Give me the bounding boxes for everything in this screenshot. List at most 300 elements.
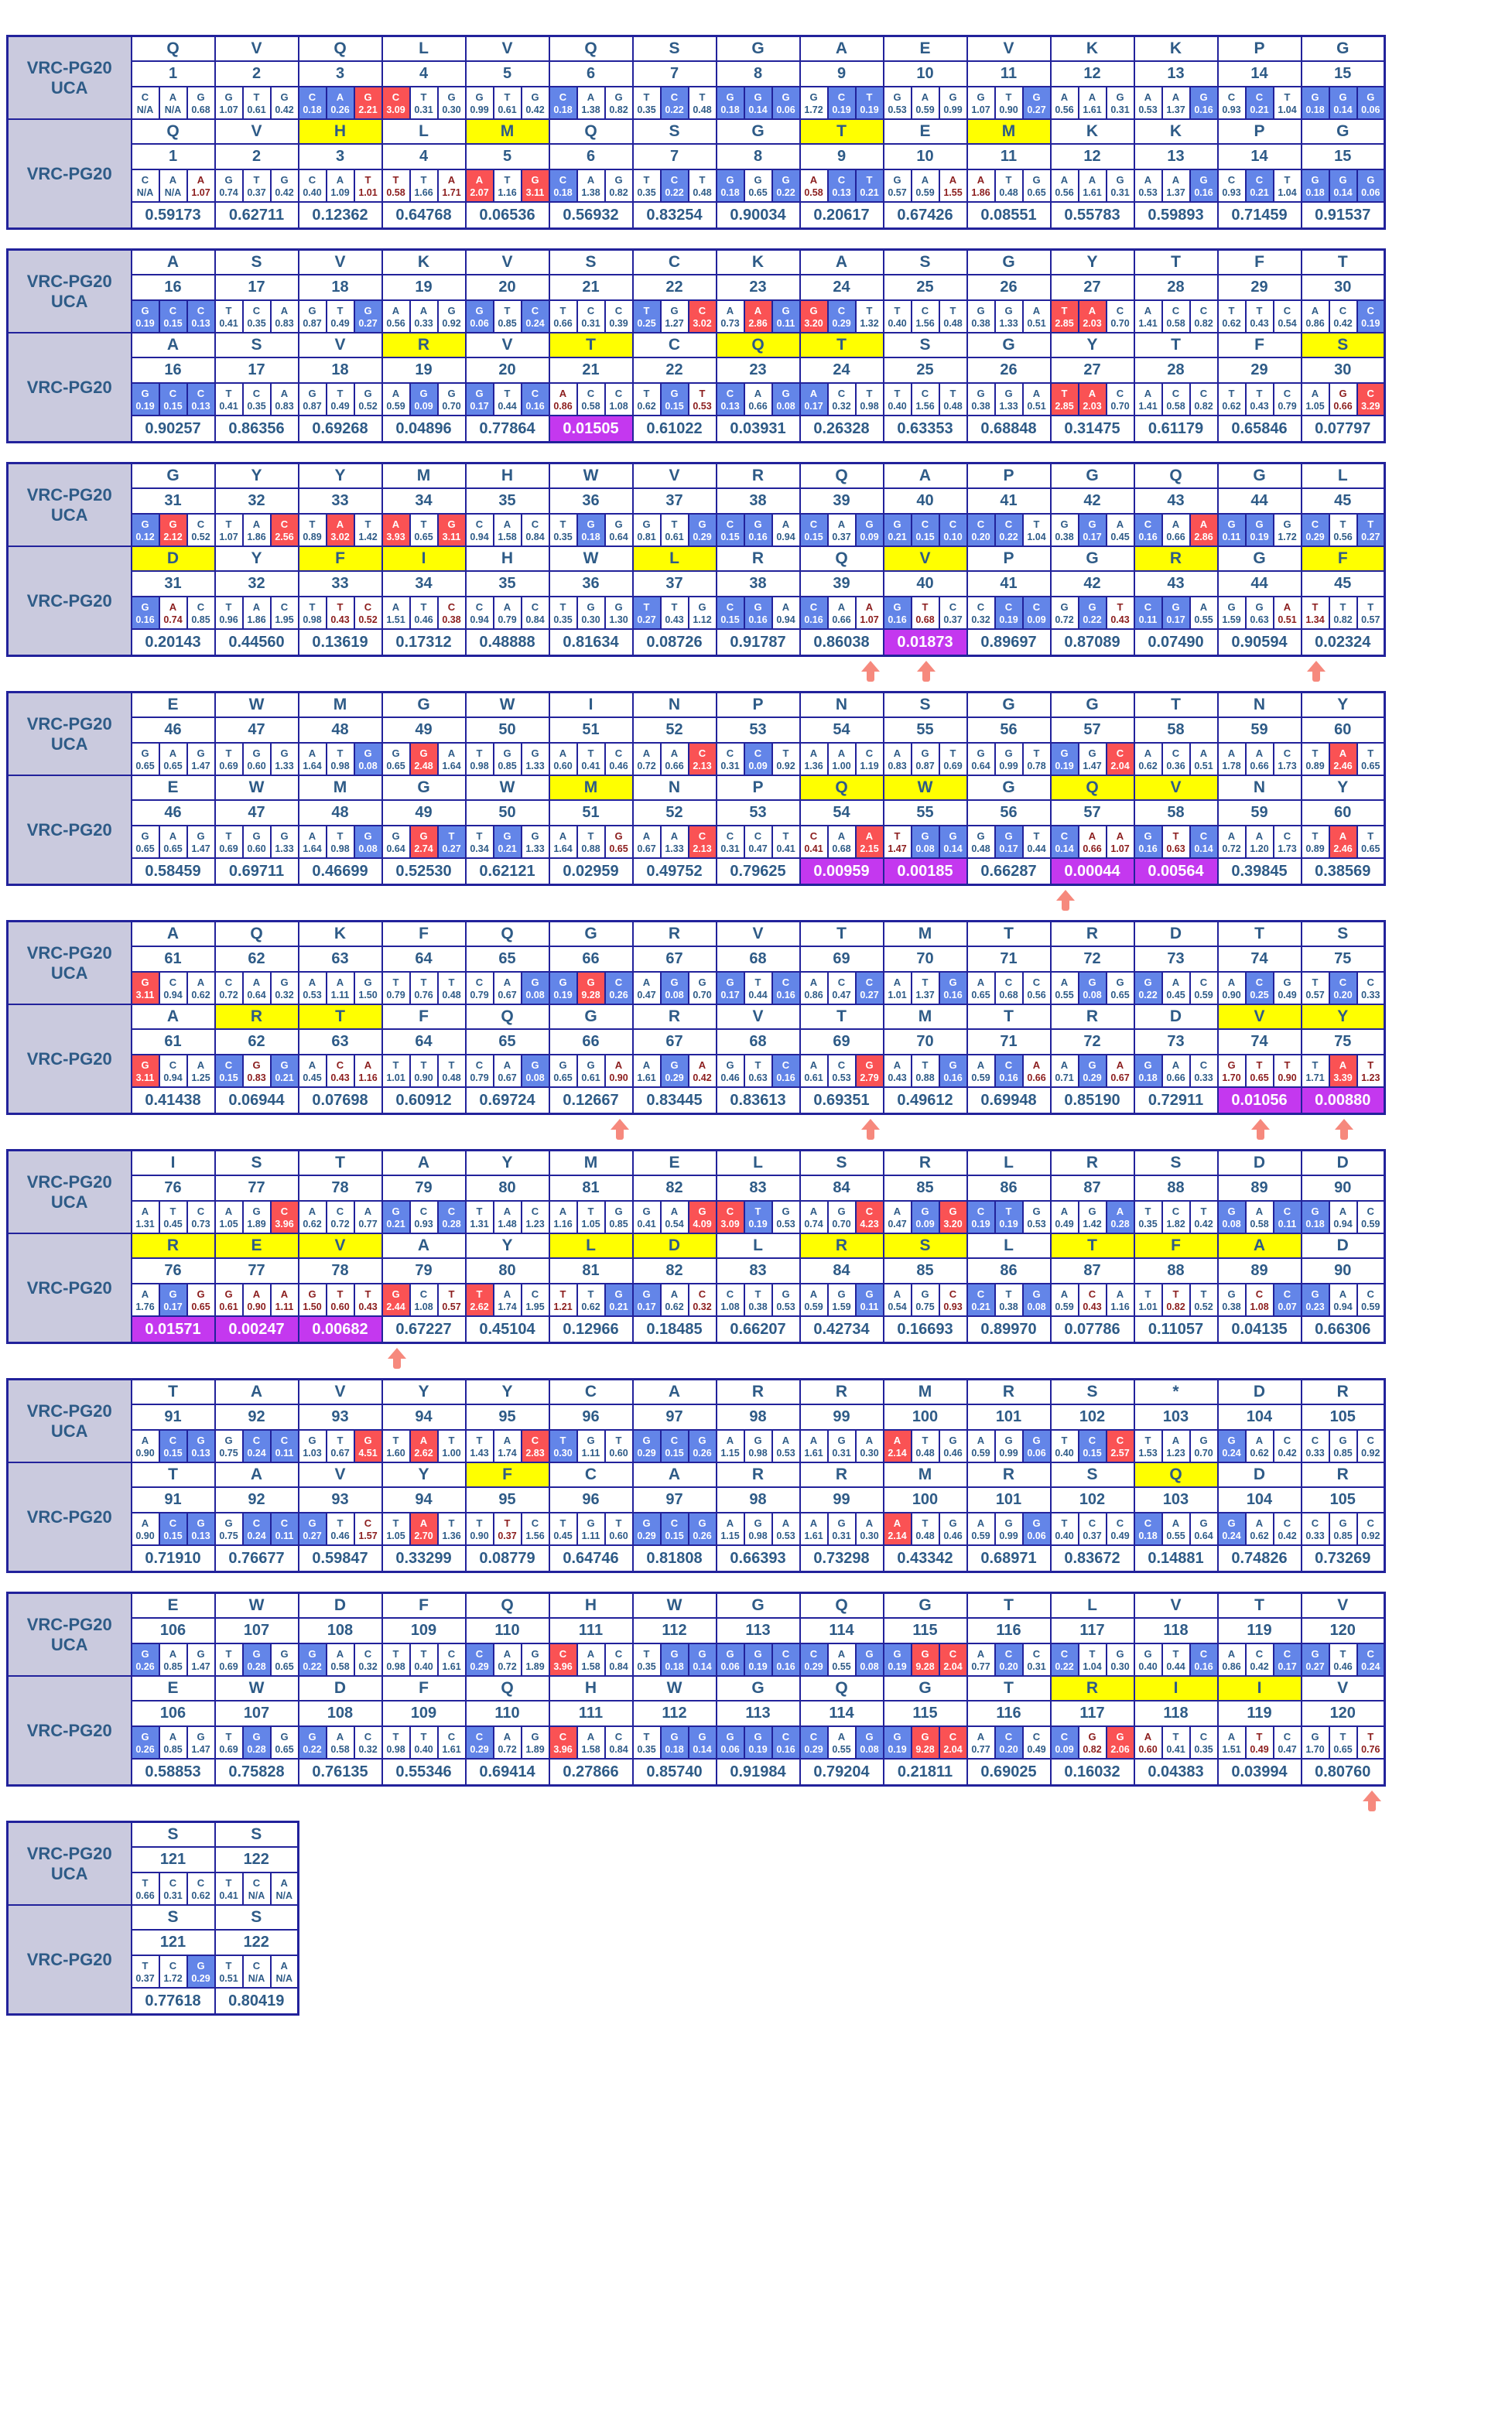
- aa-cell: S: [132, 1905, 215, 1930]
- nt-cell: [661, 743, 689, 775]
- nt-value: 0.44: [498, 401, 517, 412]
- nt-value: 1.57: [358, 1530, 378, 1541]
- aa-cell: S: [215, 1151, 299, 1176]
- arrow-up-icon: [1363, 1790, 1381, 1811]
- aa-cell: G: [1051, 463, 1134, 489]
- nt-letter: C: [587, 388, 595, 399]
- nt-letter: A: [503, 1288, 511, 1300]
- position-cell: 9: [800, 144, 884, 169]
- alignment-block: [6, 691, 1386, 886]
- nt-letter: G: [1283, 976, 1291, 988]
- aa-cell: R: [633, 922, 717, 947]
- nt-value: 1.78: [1222, 761, 1241, 771]
- nt-cell: [633, 514, 661, 546]
- nt-value: 0.92: [1361, 1448, 1380, 1459]
- nt-cell: [1302, 1055, 1329, 1087]
- nt-value: 0.79: [498, 614, 517, 625]
- codon-score-cell: 0.89697: [967, 629, 1051, 656]
- nt-value: 0.42: [1333, 318, 1353, 329]
- nt-value: 0.13: [832, 187, 851, 198]
- nt-cell: [159, 383, 187, 416]
- nt-cell: [772, 1055, 800, 1087]
- nt-value: 0.18: [581, 532, 600, 542]
- codon-score-cell: 0.00959: [800, 858, 884, 885]
- nt-value: 1.08: [609, 401, 628, 412]
- nt-letter: T: [754, 976, 761, 988]
- nt-value: 0.42: [275, 104, 294, 115]
- nt-value: 1.08: [414, 1301, 433, 1312]
- nt-letter: C: [837, 305, 846, 316]
- nt-letter: T: [253, 174, 260, 186]
- nt-value: 0.56: [1055, 104, 1074, 115]
- nt-letter: G: [949, 976, 957, 988]
- nt-cell: [549, 743, 577, 775]
- nt-cell: [132, 743, 159, 775]
- aa-cell: K: [717, 250, 800, 275]
- nt-value: 1.59: [1222, 614, 1241, 625]
- nt-letter: C: [1283, 1517, 1291, 1529]
- nt-value: 0.30: [581, 614, 600, 625]
- nt-value: 0.75: [219, 1530, 238, 1541]
- position-cell: 69: [800, 1029, 884, 1055]
- nt-letter: A: [419, 1517, 428, 1529]
- nt-cell: [243, 1643, 271, 1676]
- nt-value: 0.08: [860, 1744, 879, 1755]
- nt-value: 0.66: [1027, 1072, 1046, 1083]
- nt-letter: A: [169, 601, 177, 613]
- position-cell: 28: [1134, 357, 1218, 383]
- nt-cell: [772, 826, 800, 858]
- nt-cell: [1218, 383, 1246, 416]
- position-cell: 68: [717, 946, 800, 972]
- nt-value: 0.42: [693, 1072, 712, 1083]
- nt-letter: A: [726, 1435, 734, 1446]
- position-cell: 87: [1051, 1175, 1134, 1201]
- nt-cell: [1023, 1726, 1051, 1759]
- nt-value: 0.99: [999, 1448, 1018, 1459]
- nt-cell: [828, 1055, 856, 1087]
- nt-cell: [1023, 87, 1051, 119]
- aa-cell: Q: [466, 1004, 549, 1029]
- nt-letter: G: [698, 1648, 706, 1660]
- nt-value: 1.01: [1138, 1301, 1158, 1312]
- aa-cell: E: [884, 119, 967, 144]
- aa-cell: P: [967, 546, 1051, 571]
- position-cell: 63: [299, 1029, 382, 1055]
- nt-letter: A: [587, 1648, 595, 1660]
- nt-letter: T: [420, 1059, 427, 1071]
- nt-letter: C: [1060, 830, 1069, 842]
- aa-cell: G: [1218, 463, 1302, 489]
- nt-value: 0.48: [943, 401, 963, 412]
- nt-cell: [1218, 514, 1246, 546]
- position-cell: 31: [132, 488, 215, 514]
- nt-cell: [271, 743, 299, 775]
- nt-cell: [382, 826, 410, 858]
- nt-cell: [271, 1955, 299, 1988]
- nt-letter: G: [949, 1517, 957, 1529]
- nt-value: N/A: [164, 104, 182, 115]
- nt-letter: A: [921, 91, 929, 103]
- aa-cell: R: [633, 1004, 717, 1029]
- nt-cell: [271, 1055, 299, 1087]
- nt-cell: [689, 87, 717, 119]
- nt-letter: A: [224, 1206, 233, 1217]
- nt-letter: A: [1172, 1517, 1180, 1529]
- position-cell: 29: [1218, 357, 1302, 383]
- nt-letter: G: [1116, 1648, 1124, 1660]
- nt-letter: G: [614, 518, 623, 530]
- nt-value: 1.72: [163, 1973, 183, 1984]
- nt-cell: [1051, 972, 1079, 1004]
- nt-cell: [939, 1055, 967, 1087]
- codon-score-cell: 0.06536: [466, 202, 549, 229]
- nt-cell: [1162, 300, 1190, 333]
- nt-cell: [689, 1726, 717, 1759]
- nt-value: 0.53: [1138, 187, 1158, 198]
- nt-cell: [243, 1513, 271, 1545]
- nt-cell: [243, 300, 271, 333]
- position-cell: 66: [549, 1029, 633, 1055]
- nt-value: 2.03: [1083, 401, 1102, 412]
- nt-letter: G: [1144, 976, 1152, 988]
- nt-letter: G: [977, 91, 985, 103]
- nt-value: 1.70: [1222, 1072, 1241, 1083]
- nt-letter: C: [1199, 1059, 1208, 1071]
- nt-letter: C: [197, 388, 205, 399]
- codon-score-cell: 0.61022: [633, 416, 717, 443]
- nt-value: 1.33: [525, 761, 545, 771]
- nt-value: 0.13: [191, 1530, 210, 1541]
- nt-letter: C: [531, 1288, 539, 1300]
- nt-value: 0.35: [247, 401, 266, 412]
- nt-value: 0.41: [637, 1219, 656, 1230]
- aa-cell: D: [1134, 1004, 1218, 1029]
- nt-value: 0.46: [330, 1530, 350, 1541]
- nt-cell: [856, 972, 884, 1004]
- position-cell: 38: [717, 571, 800, 597]
- nt-cell: [410, 1201, 438, 1233]
- aa-cell: G: [884, 1676, 967, 1701]
- nt-cell: [1190, 597, 1218, 629]
- nt-letter: C: [1283, 388, 1291, 399]
- nt-value: 0.43: [665, 614, 684, 625]
- nt-cell: [605, 1513, 633, 1545]
- nt-value: 0.14: [1055, 843, 1074, 854]
- nt-cell: [661, 597, 689, 629]
- nt-value: 1.72: [1278, 532, 1297, 542]
- position-cell: 24: [800, 275, 884, 300]
- nt-letter: T: [754, 1206, 761, 1217]
- nt-value: 0.98: [303, 614, 322, 625]
- nt-cell: [856, 383, 884, 416]
- nt-letter: T: [1367, 601, 1374, 613]
- nt-value: 0.98: [386, 1744, 405, 1755]
- nt-cell: [1302, 169, 1329, 202]
- nt-letter: G: [1116, 1731, 1124, 1743]
- nt-letter: G: [169, 1288, 177, 1300]
- nt-value: 0.17: [1166, 614, 1185, 625]
- codon-score-cell: 0.60912: [382, 1087, 466, 1114]
- nt-value: 0.29: [1083, 1072, 1102, 1083]
- nt-cell: [856, 743, 884, 775]
- nt-cell: [382, 383, 410, 416]
- aa-cell: S: [215, 333, 299, 357]
- nt-letter: C: [837, 1059, 846, 1071]
- nt-letter: T: [1200, 1288, 1207, 1300]
- codon-score-cell: 0.01505: [549, 416, 633, 443]
- nt-value: 0.83: [275, 401, 294, 412]
- nt-letter: T: [337, 305, 344, 316]
- nt-letter: C: [531, 518, 539, 530]
- position-cell: 84: [800, 1258, 884, 1284]
- nt-cell: [466, 743, 494, 775]
- nt-letter: G: [587, 1517, 595, 1529]
- position-cell: 75: [1302, 1029, 1385, 1055]
- aa-cell: V: [299, 1233, 382, 1258]
- nt-value: 0.84: [609, 1744, 628, 1755]
- nt-letter: C: [197, 518, 205, 530]
- codon-score-cell: 0.01873: [884, 629, 967, 656]
- nt-value: 0.85: [1333, 1448, 1353, 1459]
- aa-cell: H: [466, 463, 549, 489]
- nt-letter: A: [1255, 1435, 1264, 1446]
- nt-cell: [1302, 1201, 1329, 1233]
- nt-cell: [884, 1284, 912, 1316]
- aa-cell: Q: [1134, 1462, 1218, 1487]
- nt-cell: [438, 597, 466, 629]
- nt-cell: [299, 300, 327, 333]
- nt-cell: [967, 1430, 995, 1462]
- position-cell: 100: [884, 1487, 967, 1513]
- nt-cell: [912, 1726, 939, 1759]
- nt-cell: [967, 1643, 995, 1676]
- codon-score-cell: 0.85740: [633, 1759, 717, 1786]
- position-cell: 97: [633, 1404, 717, 1430]
- position-cell: 48: [299, 717, 382, 743]
- aa-cell: G: [1302, 36, 1385, 62]
- nt-cell: [494, 1430, 522, 1462]
- nt-cell: [884, 1430, 912, 1462]
- nt-letter: C: [1367, 1517, 1374, 1529]
- nt-letter: A: [141, 1435, 149, 1446]
- nt-value: 1.43: [470, 1448, 489, 1459]
- nt-value: 1.36: [804, 761, 823, 771]
- nt-value: 0.65: [1333, 1744, 1353, 1755]
- position-cell: 111: [549, 1701, 633, 1726]
- nt-cell: [522, 597, 549, 629]
- nt-cell: [939, 1726, 967, 1759]
- nt-value: 0.49: [1027, 1744, 1046, 1755]
- nt-value: 0.65: [275, 1661, 294, 1672]
- nt-cell: [1302, 1643, 1329, 1676]
- nt-letter: T: [420, 601, 427, 613]
- nt-cell: [1190, 300, 1218, 333]
- nt-letter: A: [1199, 747, 1208, 759]
- nt-letter: A: [392, 388, 400, 399]
- codon-score-cell: 0.11057: [1134, 1316, 1218, 1343]
- nt-cell: [939, 514, 967, 546]
- nt-value: 1.07: [219, 104, 238, 115]
- nt-cell: [299, 87, 327, 119]
- aa-cell: I: [549, 693, 633, 718]
- nt-value: 0.08: [525, 1072, 545, 1083]
- nt-cell: [800, 1055, 828, 1087]
- position-cell: 121: [132, 1930, 215, 1955]
- nt-value: 0.82: [609, 187, 628, 198]
- nt-cell: [800, 826, 828, 858]
- nt-value: 1.07: [1110, 843, 1130, 854]
- nt-cell: [577, 1284, 605, 1316]
- nt-cell: [744, 1055, 772, 1087]
- aa-cell: Q: [800, 775, 884, 800]
- nt-cell: [327, 383, 354, 416]
- position-cell: 4: [382, 61, 466, 87]
- nt-cell: [438, 383, 466, 416]
- nt-value: 0.72: [219, 990, 238, 1000]
- nt-letter: T: [337, 747, 344, 759]
- position-cell: 5: [466, 144, 549, 169]
- nt-letter: A: [977, 1731, 985, 1743]
- arrow-up-icon: [1251, 1119, 1270, 1140]
- nt-cell: [1134, 383, 1162, 416]
- nt-letter: G: [1144, 830, 1152, 842]
- nt-value: 0.75: [219, 1448, 238, 1459]
- nt-value: 0.37: [135, 1973, 155, 1984]
- nt-letter: T: [337, 1517, 344, 1529]
- nt-cell: [1023, 826, 1051, 858]
- nt-cell: [1051, 743, 1079, 775]
- nt-value: 0.48: [943, 318, 963, 329]
- aa-cell: W: [549, 546, 633, 571]
- nt-letter: G: [252, 747, 261, 759]
- nt-value: 1.38: [581, 187, 600, 198]
- nt-cell: [132, 383, 159, 416]
- nt-value: 0.18: [1305, 1219, 1325, 1230]
- aa-cell: Y: [1051, 333, 1134, 357]
- nt-letter: T: [671, 601, 678, 613]
- nt-value: 1.07: [971, 104, 990, 115]
- nt-letter: A: [977, 1435, 985, 1446]
- nt-cell: [410, 1055, 438, 1087]
- aa-cell: G: [1218, 546, 1302, 571]
- nt-value: 1.53: [1138, 1448, 1158, 1459]
- nt-value: 0.22: [1083, 614, 1102, 625]
- nt-value: N/A: [248, 1890, 265, 1901]
- aa-cell: R: [132, 1233, 215, 1258]
- nt-value: 1.00: [832, 761, 851, 771]
- nt-cell: [772, 743, 800, 775]
- position-cell: 95: [466, 1487, 549, 1513]
- nt-letter: C: [1116, 1517, 1124, 1529]
- codon-score-cell: 0.67426: [884, 202, 967, 229]
- nt-value: 0.92: [442, 318, 461, 329]
- nt-cell: [271, 972, 299, 1004]
- nt-cell: [967, 1055, 995, 1087]
- codon-score-cell: 0.91537: [1302, 202, 1385, 229]
- nt-letter: G: [308, 305, 316, 316]
- nt-value: 0.70: [1194, 1448, 1213, 1459]
- aa-cell: M: [382, 463, 466, 489]
- nt-letter: A: [614, 1059, 623, 1071]
- nt-cell: [522, 972, 549, 1004]
- position-cell: 22: [633, 275, 717, 300]
- aa-cell: W: [215, 775, 299, 800]
- nt-letter: A: [670, 830, 679, 842]
- nt-letter: C: [531, 388, 539, 399]
- codon-score-cell: 0.83445: [633, 1087, 717, 1114]
- position-cell: 99: [800, 1487, 884, 1513]
- nt-letter: C: [475, 1648, 484, 1660]
- nt-letter: G: [949, 830, 957, 842]
- nt-value: 1.33: [999, 318, 1018, 329]
- nt-letter: C: [197, 305, 205, 316]
- nt-letter: A: [1199, 601, 1208, 613]
- nt-letter: C: [977, 1288, 985, 1300]
- nt-cell: [438, 1726, 466, 1759]
- codon-score-cell: 0.12667: [549, 1087, 633, 1114]
- nt-cell: [1274, 300, 1302, 333]
- nt-cell: [1162, 87, 1190, 119]
- position-cell: 106: [132, 1618, 215, 1643]
- nt-cell: [1357, 1201, 1385, 1233]
- nt-cell: [382, 743, 410, 775]
- nt-letter: A: [392, 305, 400, 316]
- nt-value: 0.53: [776, 1530, 795, 1541]
- position-cell: 59: [1218, 717, 1302, 743]
- nt-letter: C: [364, 1517, 372, 1529]
- nt-value: 0.08: [1222, 1219, 1241, 1230]
- nt-value: N/A: [275, 1973, 293, 1984]
- nt-value: 0.06: [776, 104, 795, 115]
- nt-letter: A: [782, 518, 790, 530]
- position-cell: 35: [466, 571, 549, 597]
- nt-value: 0.66: [135, 1890, 155, 1901]
- nt-value: 0.73: [191, 1219, 210, 1230]
- nt-value: 0.47: [748, 843, 768, 854]
- position-cell: 64: [382, 946, 466, 972]
- aa-cell: N: [1218, 693, 1302, 718]
- nt-cell: [605, 514, 633, 546]
- nt-cell: [522, 743, 549, 775]
- nt-letter: G: [614, 1206, 623, 1217]
- position-cell: 71: [967, 1029, 1051, 1055]
- aa-cell: P: [717, 775, 800, 800]
- nt-letter: C: [1283, 747, 1291, 759]
- arrow-head: [861, 661, 880, 672]
- nt-letter: T: [1005, 91, 1012, 103]
- codon-score-cell: 0.59173: [132, 202, 215, 229]
- nt-letter: T: [504, 174, 511, 186]
- nt-cell: [159, 1055, 187, 1087]
- nt-cell: [466, 300, 494, 333]
- position-cell: 53: [717, 717, 800, 743]
- aa-cell: T: [967, 1676, 1051, 1701]
- nt-letter: A: [280, 388, 289, 399]
- aa-cell: T: [299, 1004, 382, 1029]
- nt-cell: [438, 826, 466, 858]
- nt-cell: [1218, 169, 1246, 202]
- aa-cell: T: [1218, 1593, 1302, 1619]
- nt-cell: [215, 597, 243, 629]
- nt-cell: [1329, 1726, 1357, 1759]
- nt-value: 0.77: [358, 1219, 378, 1230]
- aa-cell: I: [1218, 1676, 1302, 1701]
- nt-cell: [967, 1513, 995, 1545]
- alignment-block: [6, 1149, 1386, 1344]
- nt-letter: C: [865, 1206, 874, 1217]
- nt-value: 2.46: [1333, 843, 1353, 854]
